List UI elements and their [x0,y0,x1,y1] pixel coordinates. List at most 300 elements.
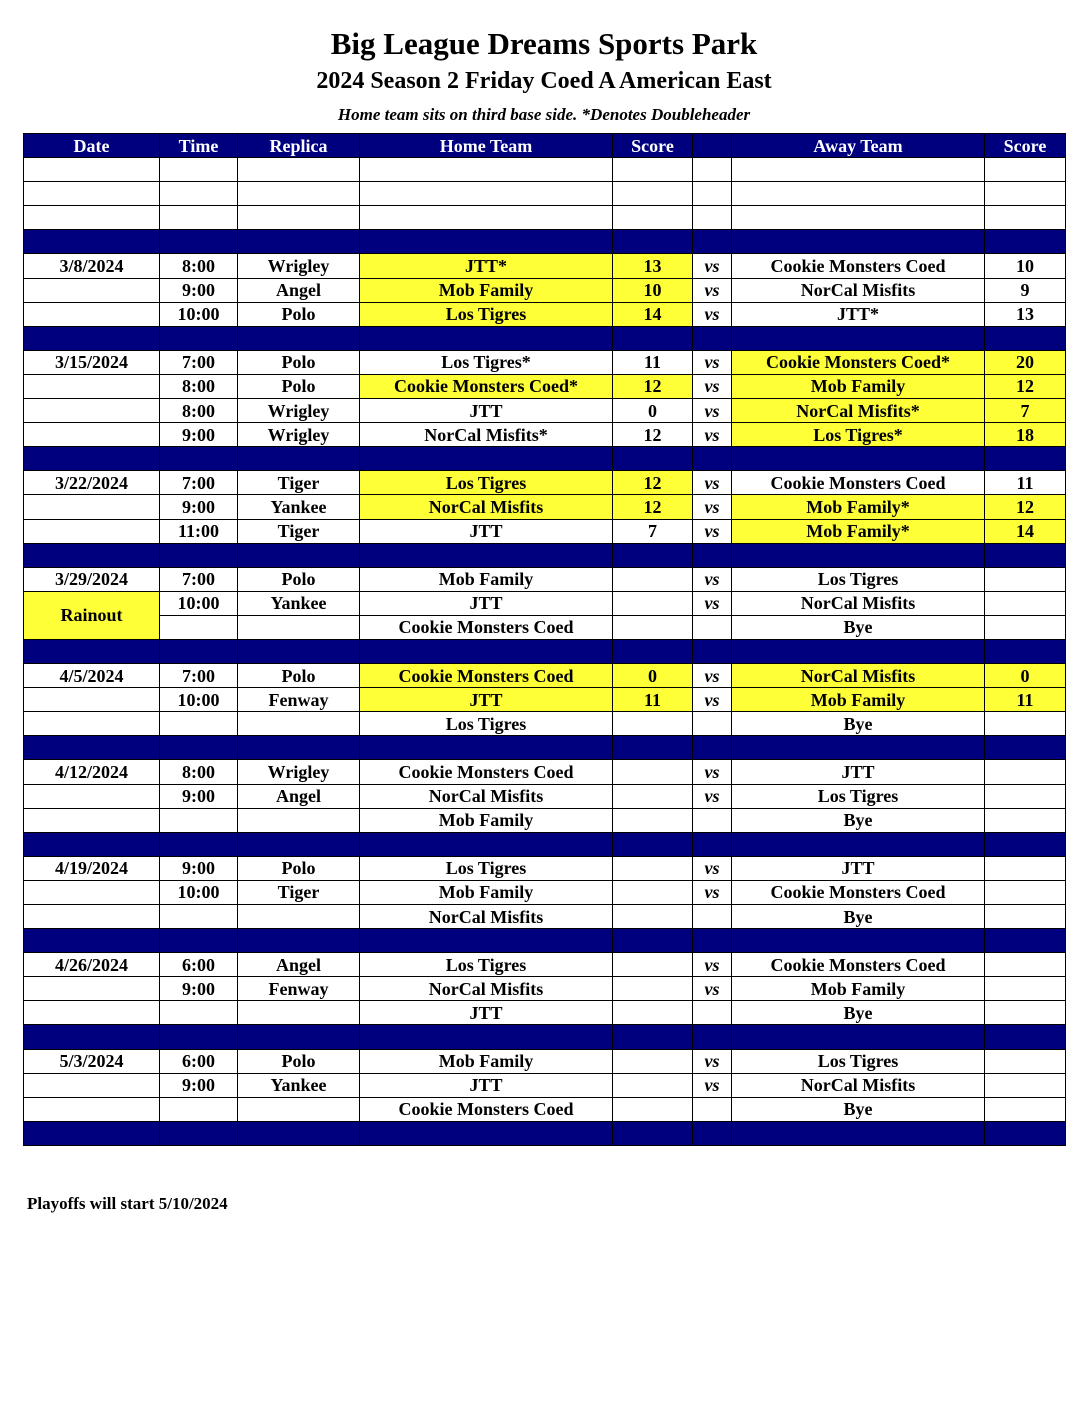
table-cell [160,832,238,856]
home-team: Mob Family [360,278,613,302]
vs-label: vs [693,374,732,398]
home-team: NorCal Misfits [360,977,613,1001]
home-score: 11 [613,688,693,712]
game-row [24,423,1066,447]
game-row [24,880,1066,904]
table-cell [693,326,732,350]
table-cell [985,206,1066,230]
home-team: JTT [360,688,613,712]
table-cell [24,1121,160,1145]
table-cell [732,736,985,760]
table-cell [360,447,613,471]
game-replica-field: Polo [238,302,360,326]
home-score [613,712,693,736]
game-time: 7:00 [160,471,238,495]
week-separator-row [24,230,1066,254]
home-score: 0 [613,399,693,423]
game-date: 3/15/2024 [24,350,160,374]
vs-label: vs [693,495,732,519]
table-cell [238,182,360,206]
game-replica-field: Wrigley [238,399,360,423]
home-score: 11 [613,350,693,374]
vs-label: vs [693,423,732,447]
game-date [24,374,160,398]
away-score: 12 [985,374,1066,398]
game-replica-field: Wrigley [238,254,360,278]
away-score [985,1097,1066,1121]
home-team: Mob Family [360,808,613,832]
game-row [24,953,1066,977]
home-score [613,760,693,784]
home-score [613,1097,693,1121]
table-cell [732,639,985,663]
vs-label: vs [693,880,732,904]
game-replica-field: Yankee [238,495,360,519]
away-score: 11 [985,688,1066,712]
game-row [24,350,1066,374]
schedule-body [24,158,1066,1146]
table-cell [24,206,160,230]
home-score [613,567,693,591]
table-cell [24,230,160,254]
table-cell [732,1025,985,1049]
away-score [985,905,1066,929]
game-row [24,471,1066,495]
blank-row [24,158,1066,182]
game-date [24,1001,160,1025]
table-cell [24,736,160,760]
away-score [985,760,1066,784]
away-team: Bye [732,1001,985,1025]
away-score [985,1049,1066,1073]
game-replica-field: Polo [238,664,360,688]
table-cell [24,182,160,206]
table-cell [985,832,1066,856]
table-cell [985,639,1066,663]
table-cell [985,326,1066,350]
schedule-table [23,133,1066,1146]
table-cell [160,158,238,182]
game-row [24,399,1066,423]
table-cell [238,639,360,663]
away-score [985,1073,1066,1097]
game-replica-field: Yankee [238,591,360,615]
away-score: 13 [985,302,1066,326]
table-cell [732,1121,985,1145]
game-replica-field: Yankee [238,1073,360,1097]
vs-label: vs [693,302,732,326]
home-team: Los Tigres [360,302,613,326]
game-time: 8:00 [160,374,238,398]
table-cell [613,230,693,254]
table-cell [238,206,360,230]
game-time: 7:00 [160,350,238,374]
game-time: 9:00 [160,278,238,302]
away-team: Los Tigres* [732,423,985,447]
home-score [613,880,693,904]
table-cell [238,447,360,471]
game-date [24,278,160,302]
table-cell [613,182,693,206]
game-row [24,760,1066,784]
home-score [613,1073,693,1097]
away-score: 9 [985,278,1066,302]
table-cell [360,230,613,254]
vs-label [693,1097,732,1121]
game-row [24,664,1066,688]
week-separator-row [24,736,1066,760]
game-row [24,784,1066,808]
table-cell [613,736,693,760]
game-date [24,399,160,423]
game-time [160,808,238,832]
away-score [985,1001,1066,1025]
game-time: 10:00 [160,591,238,615]
vs-label: vs [693,760,732,784]
game-time: 10:00 [160,688,238,712]
table-cell [693,929,732,953]
game-date: 3/22/2024 [24,471,160,495]
game-row [24,374,1066,398]
game-row [24,254,1066,278]
table-cell [238,158,360,182]
game-row [24,856,1066,880]
vs-label: vs [693,254,732,278]
game-date: 3/29/2024 [24,567,160,591]
table-cell [613,447,693,471]
game-row [24,1001,1066,1025]
vs-label: vs [693,953,732,977]
col-header-date: Date [24,134,160,158]
away-score: 14 [985,519,1066,543]
game-time: 10:00 [160,880,238,904]
away-team: JTT [732,760,985,784]
away-team: NorCal Misfits [732,278,985,302]
game-time: 8:00 [160,254,238,278]
home-team: JTT [360,591,613,615]
week-separator-row [24,447,1066,471]
game-time: 7:00 [160,567,238,591]
home-score: 10 [613,278,693,302]
home-team: Los Tigres* [360,350,613,374]
away-team: Bye [732,905,985,929]
away-score [985,856,1066,880]
week-separator-row [24,543,1066,567]
home-team: JTT [360,399,613,423]
vs-label: vs [693,688,732,712]
away-team: Cookie Monsters Coed* [732,350,985,374]
game-date [24,977,160,1001]
home-team: JTT [360,519,613,543]
game-row [24,302,1066,326]
game-replica-field: Polo [238,350,360,374]
home-score [613,953,693,977]
game-replica-field: Wrigley [238,760,360,784]
table-cell [160,230,238,254]
game-row [24,1049,1066,1073]
game-replica-field: Angel [238,278,360,302]
week-separator-row [24,832,1066,856]
table-cell [360,832,613,856]
game-replica-field: Tiger [238,471,360,495]
away-team: Mob Family* [732,495,985,519]
table-cell [24,929,160,953]
col-header-away-team: Away Team [732,134,985,158]
table-cell [160,1025,238,1049]
away-team: Cookie Monsters Coed [732,880,985,904]
game-replica-field: Fenway [238,688,360,712]
away-team: Mob Family [732,977,985,1001]
week-separator-row [24,1121,1066,1145]
home-score: 0 [613,664,693,688]
away-team: NorCal Misfits [732,591,985,615]
table-cell [693,639,732,663]
away-score [985,880,1066,904]
game-date: 3/8/2024 [24,254,160,278]
game-time [160,712,238,736]
game-date: 4/19/2024 [24,856,160,880]
table-cell [238,832,360,856]
table-cell [732,832,985,856]
game-date [24,712,160,736]
game-row [24,905,1066,929]
table-cell [160,543,238,567]
table-cell [732,543,985,567]
table-cell [613,832,693,856]
game-row [24,567,1066,591]
home-score: 12 [613,423,693,447]
table-cell [613,1025,693,1049]
col-header-replica: Replica [238,134,360,158]
table-cell [238,1121,360,1145]
rainout-badge: Rainout [24,591,160,639]
vs-label: vs [693,1049,732,1073]
home-team: NorCal Misfits [360,784,613,808]
away-team: JTT* [732,302,985,326]
table-cell [693,1121,732,1145]
away-team: Bye [732,808,985,832]
home-team: Los Tigres [360,471,613,495]
game-time: 9:00 [160,856,238,880]
vs-label: vs [693,784,732,808]
vs-label: vs [693,278,732,302]
home-team: Cookie Monsters Coed* [360,374,613,398]
home-score [613,1001,693,1025]
game-replica-field: Fenway [238,977,360,1001]
table-cell [732,447,985,471]
away-score: 11 [985,471,1066,495]
home-score: 14 [613,302,693,326]
game-date: 4/5/2024 [24,664,160,688]
game-row [24,1097,1066,1121]
home-score: 13 [613,254,693,278]
home-score [613,977,693,1001]
home-team: Cookie Monsters Coed [360,615,613,639]
home-team: JTT* [360,254,613,278]
away-score [985,591,1066,615]
table-cell [732,206,985,230]
home-score [613,784,693,808]
game-replica-field: Polo [238,856,360,880]
table-cell [360,639,613,663]
away-team: Los Tigres [732,784,985,808]
game-time: 9:00 [160,784,238,808]
table-cell [160,206,238,230]
table-cell [693,1025,732,1049]
table-cell [693,158,732,182]
game-date [24,688,160,712]
away-score: 12 [985,495,1066,519]
game-replica-field [238,1097,360,1121]
home-score [613,591,693,615]
vs-label: vs [693,977,732,1001]
table-cell [160,1121,238,1145]
game-date: 5/3/2024 [24,1049,160,1073]
home-team: Los Tigres [360,953,613,977]
game-time: 9:00 [160,1073,238,1097]
game-date [24,784,160,808]
game-date [24,495,160,519]
table-cell [360,1025,613,1049]
vs-label [693,1001,732,1025]
table-cell [732,929,985,953]
away-team: Cookie Monsters Coed [732,254,985,278]
game-date [24,1097,160,1121]
table-cell [24,158,160,182]
game-replica-field: Polo [238,374,360,398]
col-header-vs [693,134,732,158]
table-cell [360,206,613,230]
vs-label: vs [693,591,732,615]
home-team: Cookie Monsters Coed [360,760,613,784]
table-cell [693,447,732,471]
page-title: Big League Dreams Sports Park [330,26,758,61]
table-cell [985,1121,1066,1145]
game-row [24,615,1066,639]
table-cell [160,929,238,953]
table-cell [985,158,1066,182]
table-cell [360,543,613,567]
table-cell [238,230,360,254]
table-cell [732,182,985,206]
game-replica-field: Tiger [238,519,360,543]
col-header-time: Time [160,134,238,158]
game-replica-field: Polo [238,567,360,591]
vs-label: vs [693,399,732,423]
away-team: NorCal Misfits [732,664,985,688]
away-score [985,567,1066,591]
game-replica-field [238,808,360,832]
game-date [24,905,160,929]
table-cell [693,206,732,230]
game-replica-field [238,905,360,929]
game-time [160,905,238,929]
game-row [24,591,1066,615]
game-row [24,977,1066,1001]
game-time [160,615,238,639]
table-cell [693,230,732,254]
game-date [24,1073,160,1097]
table-cell [24,639,160,663]
away-score: 7 [985,399,1066,423]
vs-label: vs [693,471,732,495]
table-cell [613,326,693,350]
home-score [613,615,693,639]
table-cell [160,639,238,663]
away-score: 20 [985,350,1066,374]
table-cell [693,182,732,206]
table-cell [985,230,1066,254]
table-cell [360,929,613,953]
week-separator-row [24,929,1066,953]
game-time: 8:00 [160,399,238,423]
game-time: 6:00 [160,953,238,977]
game-date [24,880,160,904]
table-cell [985,929,1066,953]
table-cell [238,736,360,760]
table-cell [985,736,1066,760]
home-team: JTT [360,1073,613,1097]
away-team: Mob Family [732,688,985,712]
away-team: Cookie Monsters Coed [732,953,985,977]
vs-label [693,712,732,736]
table-cell [732,326,985,350]
home-team: Mob Family [360,1049,613,1073]
table-cell [613,158,693,182]
table-cell [360,736,613,760]
away-team: Cookie Monsters Coed [732,471,985,495]
game-replica-field [238,615,360,639]
away-team: Los Tigres [732,567,985,591]
vs-label: vs [693,350,732,374]
away-team: Los Tigres [732,1049,985,1073]
game-time: 9:00 [160,495,238,519]
game-replica-field: Polo [238,1049,360,1073]
playoffs-note: Playoffs will start 5/10/2024 [27,1194,228,1213]
home-score: 12 [613,374,693,398]
away-team: NorCal Misfits* [732,399,985,423]
home-score: 12 [613,495,693,519]
away-score [985,977,1066,1001]
vs-label [693,808,732,832]
table-cell [160,182,238,206]
away-score [985,808,1066,832]
vs-label [693,615,732,639]
home-team: NorCal Misfits [360,905,613,929]
blank-row [24,206,1066,230]
table-header-row [24,134,1066,158]
game-row [24,519,1066,543]
home-team: JTT [360,1001,613,1025]
table-cell [160,447,238,471]
away-score [985,953,1066,977]
table-cell [360,158,613,182]
game-date [24,519,160,543]
table-cell [24,447,160,471]
table-cell [24,326,160,350]
table-cell [238,1025,360,1049]
table-cell [985,543,1066,567]
home-team: Mob Family [360,880,613,904]
game-replica-field: Angel [238,953,360,977]
home-team: Los Tigres [360,856,613,880]
table-cell [24,1025,160,1049]
away-score [985,784,1066,808]
game-date: 4/12/2024 [24,760,160,784]
game-time: 10:00 [160,302,238,326]
table-cell [693,832,732,856]
table-cell [985,1025,1066,1049]
